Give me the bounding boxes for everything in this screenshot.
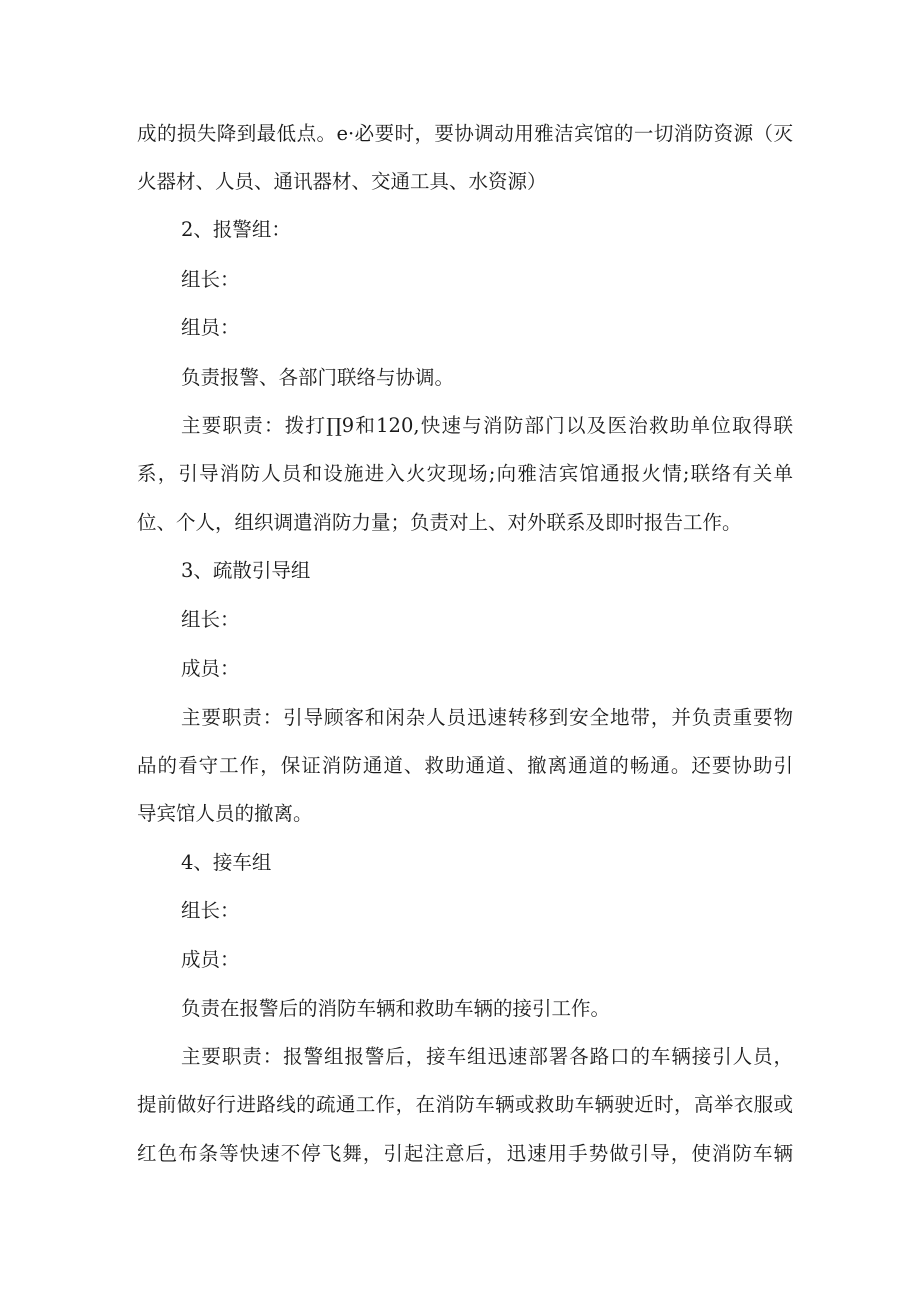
paragraph-line: 位、个人，组织调遣消防力量；负责对上、对外联系及即时报告工作。	[137, 511, 742, 534]
field-label: 组长：	[181, 268, 240, 291]
paragraph-line: 负责报警、各部门联络与协调。	[181, 366, 455, 389]
paragraph-line: 主要职责：拨打∏9和120,快速与消防部门以及医治救助单位取得联	[181, 414, 793, 437]
section-heading: 2、报警组：	[181, 218, 291, 241]
paragraph-line: 主要职责：引导顾客和闲杂人员迅速转移到安全地带，并负责重要物	[181, 706, 793, 729]
paragraph-line: 导宾馆人员的撤离。	[137, 802, 313, 825]
field-label: 组长：	[181, 608, 240, 631]
paragraph-line: 提前做好行进路线的疏通工作，在消防车辆或救助车辆驶近时，高举衣服或	[137, 1093, 793, 1116]
field-label: 组长：	[181, 899, 240, 922]
field-label: 组员：	[181, 316, 240, 339]
paragraph-line: 成的损失降到最低点。e·必要时，要协调动用雅洁宾馆的一切消防资源（灭	[137, 122, 793, 145]
paragraph-line: 负责在报警后的消防车辆和救助车辆的接引工作。	[181, 997, 611, 1020]
paragraph-line: 品的看守工作，保证消防通道、救助通道、撤离通道的畅通。还要协助引	[137, 754, 793, 777]
paragraph-line: 火器材、人员、通讯器材、交通工具、水资源）	[137, 170, 547, 193]
paragraph-line: 主要职责：报警组报警后，接车组迅速部署各路口的车辆接引人员，	[181, 1045, 793, 1068]
section-heading: 3、疏散引导组	[181, 559, 311, 582]
paragraph-line: 红色布条等快速不停飞舞，引起注意后，迅速用手势做引导，使消防车辆	[137, 1142, 793, 1165]
section-heading: 4、接车组	[181, 851, 272, 874]
paragraph-line: 系，引导消防人员和设施进入火灾现场;向雅洁宾馆通报火情;联络有关单	[137, 462, 793, 485]
field-label: 成员：	[181, 657, 240, 680]
field-label: 成员：	[181, 948, 240, 971]
